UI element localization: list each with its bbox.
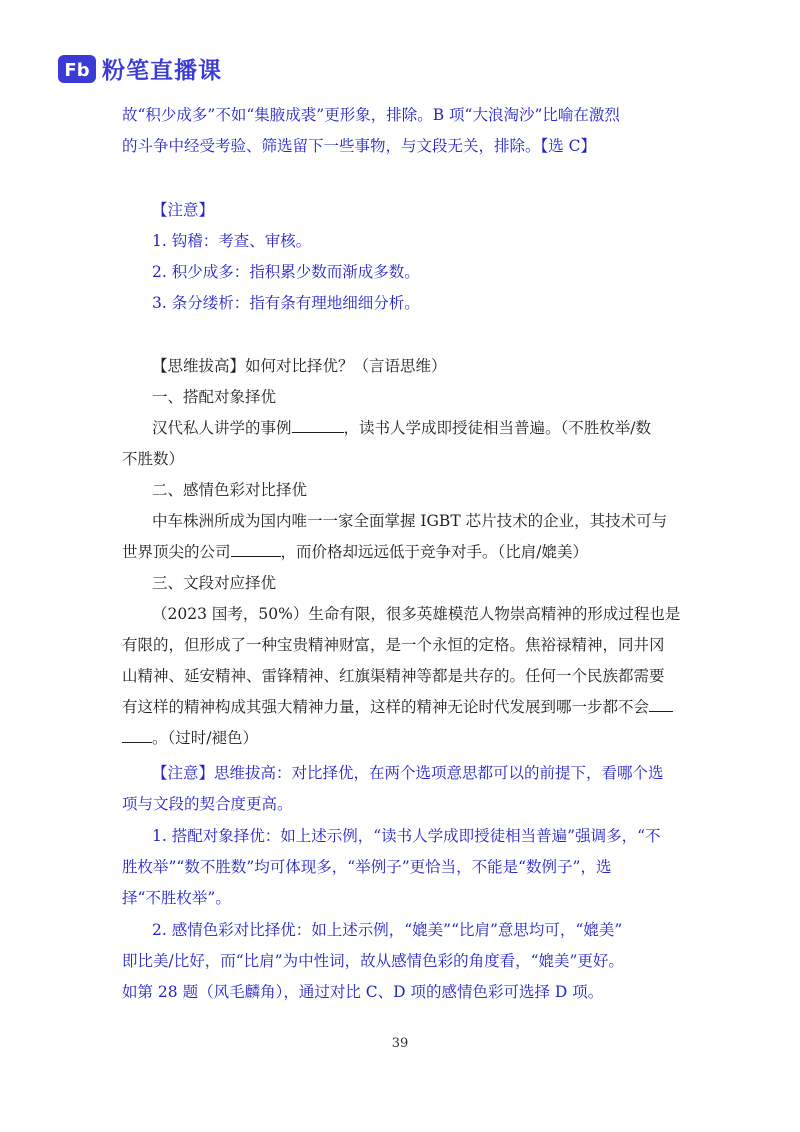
section-2-title: 二、感情色彩对比择优 xyxy=(152,481,308,499)
fb-logo-icon xyxy=(58,55,96,83)
point-2-line-2: 即比美/比好，而“比肩”为中性词，故从感情色彩的角度看，“媲美”更好。 xyxy=(122,952,624,970)
example-3-line-5 xyxy=(122,728,258,748)
example-3-line-4 xyxy=(122,697,673,717)
page-number: 39 xyxy=(391,1036,409,1051)
fill-blank xyxy=(292,418,344,433)
example-1-text-b: ，读书人学成即授徒相当普遍。（不胜枚举/数 xyxy=(343,419,651,437)
point-2-line-3: 如第 28 题（风毛麟角），通过对比 C、D 项的感情色彩可选择 D 项。 xyxy=(122,983,604,1001)
summary-line-1: 【注意】思维拔高：对比择优，在两个选项意思都可以的前提下，看哪个选 xyxy=(152,764,664,782)
section-1-title: 一、搭配对象择优 xyxy=(152,388,277,406)
brand-logo xyxy=(58,52,222,85)
fill-blank xyxy=(122,728,152,743)
point-1-line-1: 1. 搭配对象择优：如上述示例，“读书人学成即授徒相当普遍”强调多，“不 xyxy=(152,827,661,845)
example-3-line-1: （2023 国考，50%）生命有限，很多英雄模范人物崇高精神的形成过程也是 xyxy=(152,605,681,623)
section-3-title: 三、文段对应择优 xyxy=(152,574,277,592)
example-2-text-a: 世界顶尖的公司 xyxy=(122,543,231,561)
example-3-text-b: 。（过时/褪色） xyxy=(152,729,258,747)
point-2-line-1: 2. 感情色彩对比择优：如上述示例，“媲美”“比肩”意思均可，“媲美” xyxy=(152,921,623,939)
notice-title: 【注意】 xyxy=(152,201,215,219)
analysis-line-1: 故“积少成多”不如“集腋成裘”更形象，排除。B 项“大浪淘沙”比喻在激烈 xyxy=(122,106,620,124)
example-3-line-3: 山精神、延安精神、雷锋精神、红旗渠精神等都是共存的。任何一个民族都需要 xyxy=(122,667,665,685)
notice-item: 3. 条分缕析：指有条有理地细细分析。 xyxy=(152,294,420,312)
example-1-line-1 xyxy=(152,418,651,438)
example-3-line-2: 有限的，但形成了一种宝贵精神财富，是一个永恒的定格。焦裕禄精神，同井冈 xyxy=(122,636,665,654)
fill-blank xyxy=(231,542,281,557)
notice-item: 1. 钩稽：考查、审核。 xyxy=(152,232,312,250)
example-2-text-b: ，而价格却远远低于竞争对手。（比肩/媲美） xyxy=(280,543,588,561)
example-2-line-2 xyxy=(122,542,588,562)
fill-blank xyxy=(649,697,673,712)
thinking-title: 【思维拔高】如何对比择优？（言语思维） xyxy=(152,357,447,375)
logo-mark-text: Fb xyxy=(64,59,90,81)
example-2-line-1: 中车株洲所成为国内唯一一家全面掌握 IGBT 芯片技术的企业，其技术可与 xyxy=(152,512,668,530)
analysis-line-2: 的斗争中经受考验、筛选留下一些事物，与文段无关，排除。【选 C】 xyxy=(122,137,597,155)
point-1-line-3: 择“不胜枚举”。 xyxy=(122,889,231,907)
notice-item: 2. 积少成多：指积累少数而渐成多数。 xyxy=(152,263,420,281)
summary-line-2: 项与文段的契合度更高。 xyxy=(122,795,293,813)
example-1-text-a: 汉代私人讲学的事例 xyxy=(152,419,292,437)
example-1-line-2: 不胜数） xyxy=(122,450,185,468)
point-1-line-2: 胜枚举”“数不胜数”均可体现多，“举例子”更恰当，不能是“数例子”，选 xyxy=(122,858,612,876)
brand-name: 粉笔直播课 xyxy=(102,58,222,84)
example-3-text-a: 有这样的精神构成其强大精神力量，这样的精神无论时代发展到哪一步都不会 xyxy=(122,698,650,716)
